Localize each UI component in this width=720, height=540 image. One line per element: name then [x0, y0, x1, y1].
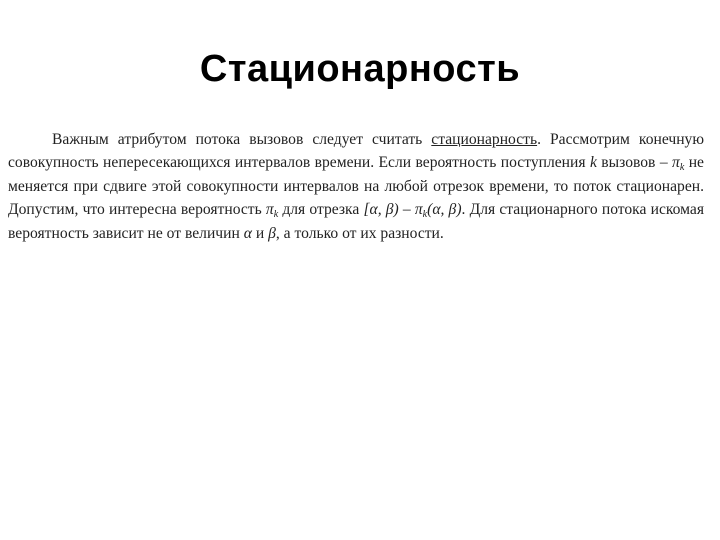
- math-subscript-k: k: [422, 209, 428, 221]
- text-run: и: [251, 224, 269, 242]
- text-run: , а только от их разности.: [275, 224, 444, 242]
- math-pi: π: [672, 154, 680, 172]
- math-interval-expression: [363, 201, 462, 221]
- text-run: не меняется при сдвиге этой совокупности интервалов на любой отрезок времени, то поток стационарен. Допустим, что интересна вероятность: [8, 154, 704, 219]
- math-pi-k: [265, 201, 279, 221]
- math-pi: π: [265, 201, 274, 219]
- text-run: Важным атрибутом потока вызовов следует считать: [52, 131, 432, 148]
- definition-paragraph: [8, 128, 704, 245]
- math-interval: [α, β): [363, 201, 399, 219]
- slide-title: Стационарность: [199, 48, 521, 90]
- math-k: k: [589, 154, 597, 172]
- math-dash: –: [398, 201, 415, 219]
- math-subscript-k: k: [273, 209, 279, 221]
- math-arguments: (α, β): [427, 201, 462, 219]
- math-pi-k: [672, 154, 685, 174]
- math-subscript-k: k: [679, 162, 685, 174]
- term-stationarity: стационарность: [431, 131, 538, 148]
- text-run: вызовов –: [596, 154, 673, 172]
- text-run: . Для стационарного потока искомая вероятность зависит не от величин: [8, 201, 705, 242]
- math-beta: β: [268, 224, 276, 242]
- text-run: для отрезка: [278, 201, 364, 219]
- text-run: . Рассмотрим конечную совокупность непересекающихся интервалов времени. Если вероятность поступления: [8, 131, 705, 172]
- math-alpha: α: [243, 224, 252, 242]
- math-pi: π: [414, 201, 423, 219]
